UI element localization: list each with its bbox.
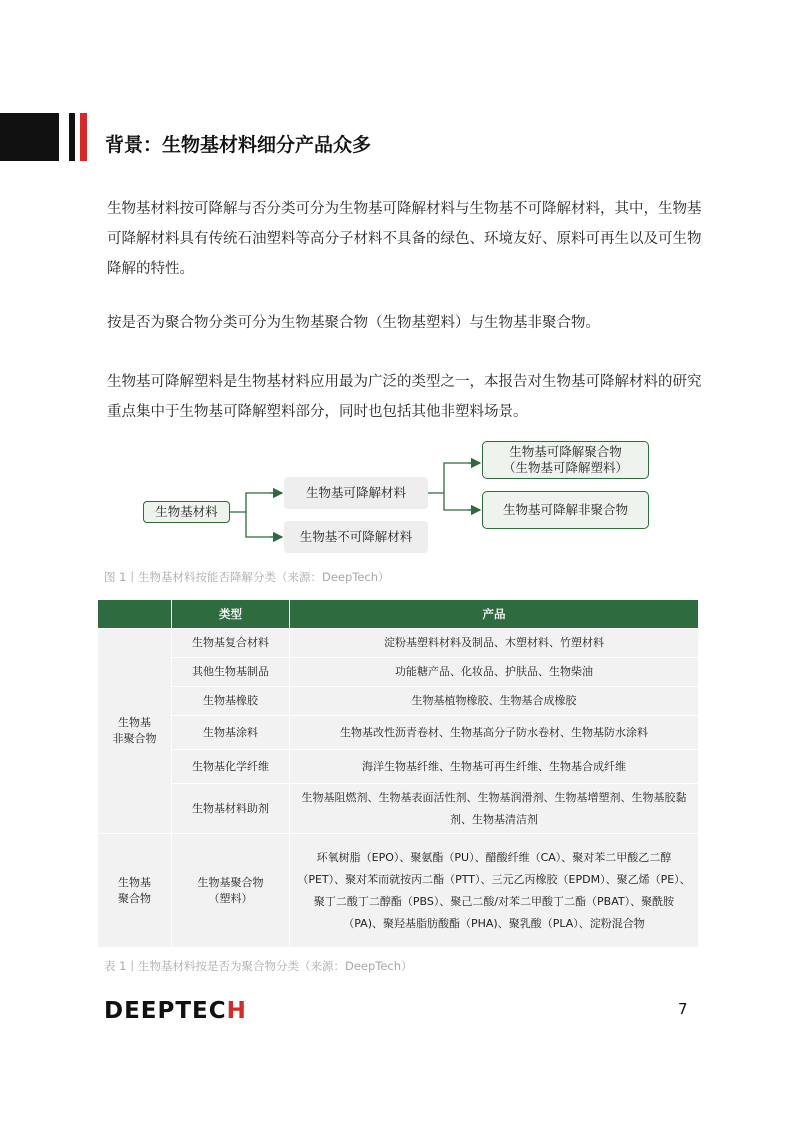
page-title: 背景：生物基材料细分产品众多	[105, 134, 372, 156]
table-caption: 表 1丨生物基材料按是否为聚合物分类（来源：DeepTech）	[104, 959, 413, 973]
page-number: 7	[678, 1000, 688, 1018]
connector-root	[230, 493, 282, 537]
header-type: 类型	[172, 600, 290, 629]
table-row	[98, 687, 699, 716]
paragraph-1: 生物基材料按可降解与否分类可分为生物基可降解材料与生物基不可降解材料，其中，生物基可降解材料具有传统石油塑料等高分子材料不具备的绿色、环境友好、原料可再生以及可生物降解的特性。	[107, 201, 702, 277]
row-product: 功能糖产品、化妆品、护肤品、生物柴油	[290, 658, 699, 687]
table-header-row	[98, 600, 699, 629]
deeptech-logo	[104, 998, 247, 1024]
table-row	[98, 834, 699, 948]
row-type: 生物基橡胶	[172, 687, 290, 716]
header-red-bar	[80, 113, 87, 161]
header-product: 产品	[290, 600, 699, 629]
classification-table	[97, 599, 699, 948]
node-degradable: 生物基可降解材料	[284, 477, 428, 509]
row-product: 生物基植物橡胶、生物基合成橡胶	[290, 687, 699, 716]
row-product: 淀粉基塑料材料及制品、木塑材料、竹塑材料	[290, 629, 699, 658]
paragraph-3: 生物基可降解塑料是生物基材料应用最为广泛的类型之一，本报告对生物基可降解材料的研究重点集中于生物基可降解塑料部分，同时也包括其他非塑料场景。	[107, 374, 702, 420]
row-product: 环氧树脂（EPO）、聚氨酯（PU）、醋酸纤维（CA）、聚对苯二甲酸乙二醇（PET）、聚对苯而就按丙二酯（PTT）、三元乙丙橡胶（EPDM）、聚乙烯（PE）、聚丁二酸丁二醇酯（PBS）、聚己二酸/对苯二甲酸丁二酯（PBAT）、聚酰胺（PA)、聚羟基脂肪酸酯（PHA)、聚乳酸（PLA）、淀粉混合物	[290, 834, 699, 948]
table-row	[98, 750, 699, 784]
group-non-polymer: 生物基 非聚合物	[98, 629, 172, 834]
logo-text: DEEPTEC	[104, 998, 227, 1024]
node-degradable-non-polymer: 生物基可降解非聚合物	[482, 491, 649, 529]
row-product: 海洋生物基纤维、生物基可再生纤维、生物基合成纤维	[290, 750, 699, 784]
header-category	[98, 600, 172, 629]
node-polymer-line2: （生物基可降解塑料）	[502, 460, 628, 475]
row-type: 其他生物基制品	[172, 658, 290, 687]
connector-degradable	[428, 463, 480, 510]
node-biobased-materials: 生物基材料	[143, 501, 230, 523]
row-type: 生物基复合材料	[172, 629, 290, 658]
header-black-block	[0, 113, 59, 161]
row-product: 生物基阻燃剂、生物基表面活性剂、生物基润滑剂、生物基增塑剂、生物基胶黏剂、生物基清洁剂	[290, 784, 699, 834]
row-type: 生物基聚合物 （塑料）	[172, 834, 290, 948]
paragraph-2: 按是否为聚合物分类可分为生物基聚合物（生物基塑料）与生物基非聚合物。	[107, 315, 600, 331]
table-row	[98, 784, 699, 834]
row-type: 生物基材料助剂	[172, 784, 290, 834]
logo-text-end: H	[226, 998, 247, 1024]
group-polymer: 生物基 聚合物	[98, 834, 172, 948]
table-row	[98, 658, 699, 687]
row-product: 生物基改性沥青卷材、生物基高分子防水卷材、生物基防水涂料	[290, 716, 699, 750]
figure-caption: 图 1丨生物基材料按能否降解分类（来源：DeepTech）	[104, 570, 390, 584]
header-black-bar	[69, 113, 75, 161]
node-degradable-polymer	[482, 441, 649, 479]
node-polymer-line1: 生物基可降解聚合物	[509, 444, 622, 459]
node-non-degradable: 生物基不可降解材料	[284, 521, 428, 553]
table-row	[98, 716, 699, 750]
row-type: 生物基化学纤维	[172, 750, 290, 784]
table-row	[98, 629, 699, 658]
row-type: 生物基涂料	[172, 716, 290, 750]
